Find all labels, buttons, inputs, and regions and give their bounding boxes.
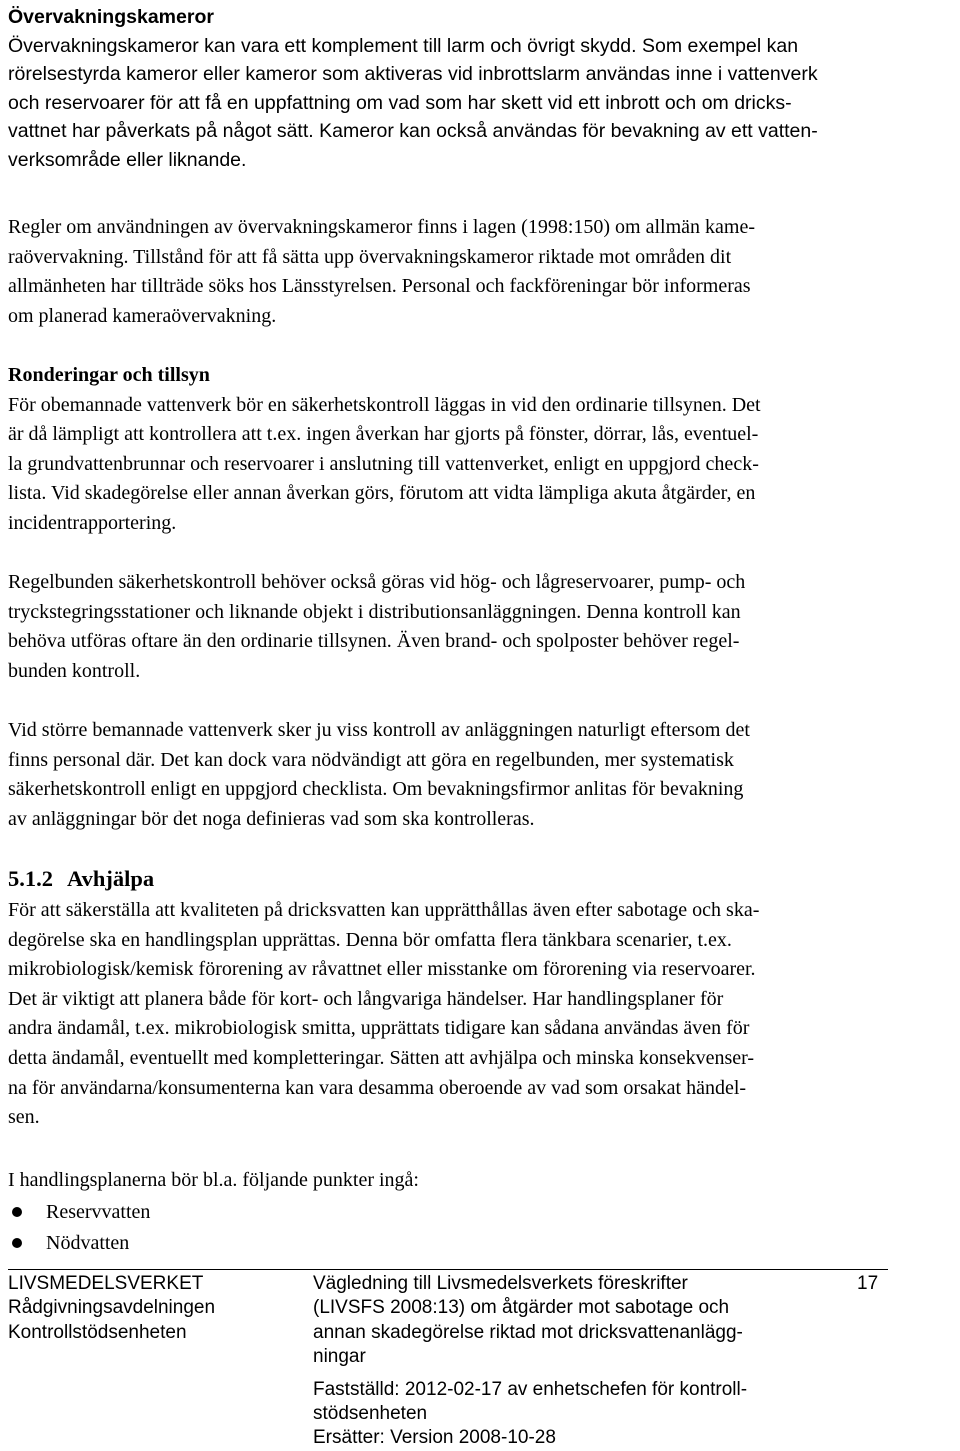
text-line: sen. bbox=[8, 1106, 40, 1129]
text-line: detta ändamål, eventuellt med kompletteringar. Sätten att avhjälpa och minska konsekvenser- bbox=[8, 1046, 755, 1069]
staffed-plants-paragraph bbox=[8, 716, 954, 834]
footer-doc-line: (LIVSFS 2008:13) om åtgärder mot sabotage och bbox=[313, 1297, 730, 1319]
text-line: Övervakningskameror kan vara ett komplement till larm och övrigt skydd. Som exempel kan bbox=[8, 34, 799, 57]
section-title: Avhjälpa bbox=[67, 866, 155, 891]
text-line: är då lämpligt att kontrollera att t.ex. ingen åverkan har gjorts på fönster, dörrar, lås, eventuel- bbox=[8, 423, 759, 446]
footer-established-line: stödsenheten bbox=[313, 1403, 428, 1425]
bullet-icon bbox=[12, 1238, 22, 1248]
text-line: mikrobiologisk/kemisk förorening av råvattnet eller misstanke om förorening via reservoarer. bbox=[8, 958, 756, 981]
text-line: av anläggningar bör det noga definieras vad som ska kontrolleras. bbox=[8, 807, 535, 830]
text-line: incidentrapportering. bbox=[8, 511, 177, 534]
text-line: la grundvattenbrunnar och reservoarer i anslutning till vattenverket, enligt en uppgjord check- bbox=[8, 452, 759, 475]
list-item bbox=[8, 1197, 608, 1228]
text-line: säkerhetskontroll enligt en uppgjord checklista. Om bevakningsfirmor anlitas för bevakning bbox=[8, 778, 744, 801]
rondering-heading: Ronderingar och tillsyn bbox=[8, 364, 210, 386]
footer-org-line: LIVSMEDELSVERKET bbox=[8, 1273, 204, 1294]
list-intro-paragraph bbox=[8, 1166, 954, 1196]
text-line: allmänheten har tillträde söks hos Länsstyrelsen. Personal och fackföreningar bör informeras bbox=[8, 275, 751, 298]
text-line: verksområde eller liknande. bbox=[8, 148, 247, 171]
rondering-section bbox=[8, 361, 954, 539]
footer-org-line: Kontrollstödsenheten bbox=[8, 1321, 187, 1343]
text-line: degörelse ska en handlingsplan upprättas. Denna bör omfatta flera tänkbara scenarier, t.ex. bbox=[8, 928, 732, 951]
surveillance-heading: Övervakningskameror bbox=[8, 6, 214, 28]
footer-established-line: Fastställd: 2012-02-17 av enhetschefen för kontroll- bbox=[313, 1378, 748, 1400]
text-line: Det är viktigt att planera både för kort- och långvariga händelser. Har handlingsplaner för bbox=[8, 987, 724, 1010]
footer-rule bbox=[8, 1269, 888, 1270]
footer-organization bbox=[8, 1272, 215, 1345]
footer-page-number: 17 bbox=[857, 1273, 879, 1294]
footer-document-info bbox=[313, 1272, 813, 1451]
footer-doc-line: ningar bbox=[313, 1346, 366, 1368]
list-intro: I handlingsplanerna bör bl.a. följande punkter ingå: bbox=[8, 1169, 419, 1191]
bullet-list bbox=[8, 1197, 608, 1259]
text-line: om planerad kameraövervakning. bbox=[8, 304, 277, 327]
surveillance-section bbox=[8, 3, 954, 174]
footer-org-line: Rådgivningsavdelningen bbox=[8, 1297, 216, 1319]
text-line: och reservoarer för att få en uppfattning om vad som har skett vid ett inbrott och om dricks- bbox=[8, 91, 792, 114]
bullet-icon bbox=[12, 1207, 22, 1217]
text-line: Regelbunden säkerhetskontroll behöver också göras vid hög- och lågreservoarer, pump- och bbox=[8, 571, 746, 593]
text-line: rörelsestyrda kameror eller kameror som aktiveras vid inbrottslarm användas inne i vattenverk bbox=[8, 63, 818, 85]
list-item bbox=[8, 1228, 608, 1259]
text-line: Regler om användningen av övervakningskameror finns i lagen (1998:150) om allmän kame- bbox=[8, 216, 756, 238]
section-heading bbox=[8, 862, 954, 896]
text-line: finns personal där. Det kan dock vara nödvändigt att göra en regelbunden, mer systematisk bbox=[8, 748, 734, 771]
footer-spacer bbox=[313, 1370, 813, 1378]
text-line: lista. Vid skadegörelse eller annan åverkan görs, förutom att vidta lämpliga akuta åtgärder, en bbox=[8, 482, 756, 505]
list-item-text: Nödvatten bbox=[46, 1232, 130, 1254]
footer-doc-line: Vägledning till Livsmedelsverkets föreskrifter bbox=[313, 1273, 688, 1294]
text-line: bunden kontroll. bbox=[8, 659, 141, 682]
text-line: andra ändamål, t.ex. mikrobiologisk smitta, upprättats tidigare kan sådana användas även för bbox=[8, 1017, 750, 1040]
footer-doc-line: annan skadegörelse riktad mot dricksvattenanlägg- bbox=[313, 1321, 743, 1343]
rules-paragraph bbox=[8, 213, 954, 331]
list-item-text: Reservvatten bbox=[46, 1201, 151, 1223]
text-line: behöva utföras oftare än den ordinarie tillsynen. Även brand- och spolposter behöver regel- bbox=[8, 630, 740, 653]
text-line: För obemannade vattenverk bör en säkerhetskontroll läggas in vid den ordinarie tillsynen. Det bbox=[8, 393, 761, 416]
section-avhjalpa bbox=[8, 862, 954, 1133]
regular-control-paragraph bbox=[8, 568, 954, 686]
section-number: 5.1.2 bbox=[8, 866, 53, 891]
text-line: tryckstegringsstationer och liknande objekt i distributionsanläggningen. Denna kontroll kan bbox=[8, 600, 741, 623]
text-line: För att säkerställa att kvaliteten på dricksvatten kan upprätthållas även efter sabotage och ska- bbox=[8, 899, 760, 921]
text-line: na för användarna/konsumenterna kan vara desamma oberoende av vad som orsakat händel- bbox=[8, 1076, 747, 1099]
text-line: raövervakning. Tillstånd för att få sätta upp övervakningskameror riktade mot områden dit bbox=[8, 245, 732, 268]
text-line: vattnet har påverkats på något sätt. Kameror kan också användas för bevakning av ett vatten- bbox=[8, 120, 818, 142]
footer-replaces: Ersätter: Version 2008-10-28 bbox=[313, 1427, 556, 1449]
text-line: Vid större bemannade vattenverk sker ju viss kontroll av anläggningen naturligt eftersom det bbox=[8, 719, 750, 741]
